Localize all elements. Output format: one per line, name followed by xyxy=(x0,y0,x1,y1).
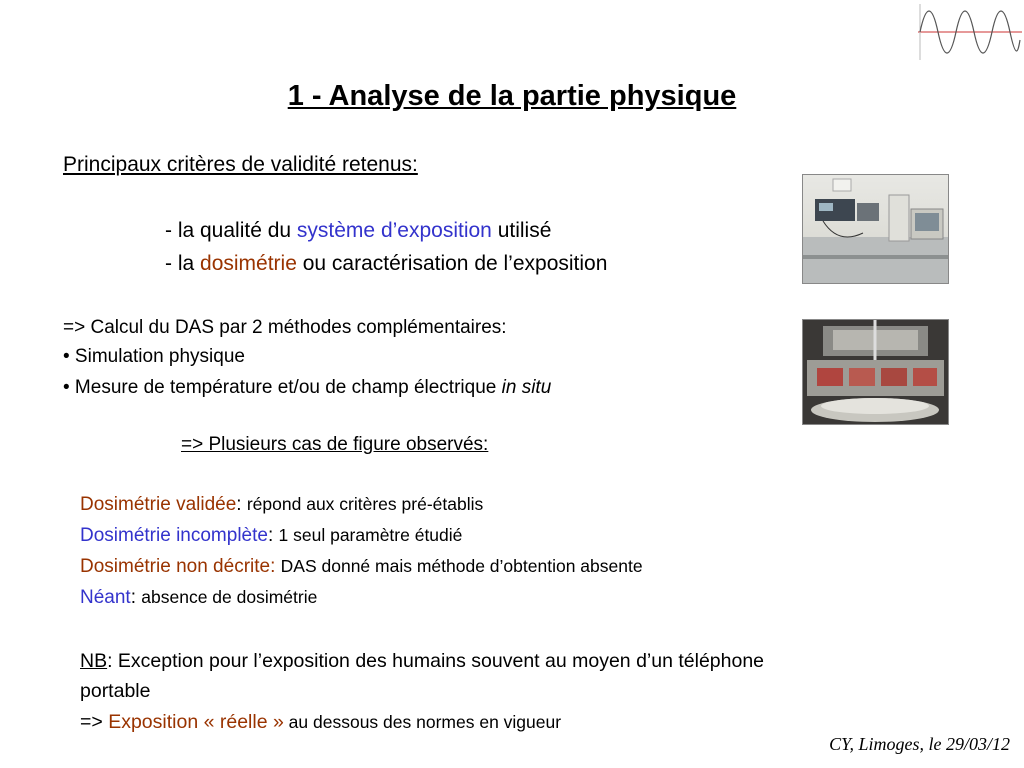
slide-title: 1 - Analyse de la partie physique xyxy=(287,80,737,112)
criteria-item-1 xyxy=(165,219,551,243)
case-item-incomplete xyxy=(80,525,462,547)
case-label: Dosimétrie non décrite: xyxy=(80,556,276,577)
footer-signature: CY, Limoges, le 29/03/12 xyxy=(829,734,1010,754)
nb-highlight: Exposition « réelle » xyxy=(108,711,284,733)
case-desc: 1 seul paramètre étudié xyxy=(278,525,463,545)
nb-label: NB xyxy=(80,650,108,672)
case-item-neant xyxy=(80,587,317,609)
case-sep: : xyxy=(130,587,142,608)
criteria-item-1-pre: - la qualité du xyxy=(165,219,297,242)
criteria-item-2-highlight: dosimétrie xyxy=(200,252,297,275)
criteria-item-2-pre: - la xyxy=(165,252,201,275)
calcul-bullet-2 xyxy=(63,377,551,399)
nb-line-3 xyxy=(80,711,561,734)
case-label: Dosimétrie incomplète xyxy=(80,525,268,546)
lab-equipment-photo xyxy=(802,174,949,284)
calcul-line: => Calcul du DAS par 2 méthodes complémentaires: xyxy=(63,317,507,338)
case-desc: DAS donné mais méthode d’obtention absente xyxy=(280,556,643,576)
nb-arrow: => xyxy=(80,711,109,733)
nb-text-1: : Exception pour l’exposition des humains souvent au moyen d’un téléphone xyxy=(107,650,765,672)
nb-post: au dessous des normes en vigueur xyxy=(283,712,562,732)
calcul-bullet-2-text: • Mesure de température et/ou de champ électrique xyxy=(63,377,502,398)
nb-line-1 xyxy=(80,650,764,673)
cases-heading: => Plusieurs cas de figure observés: xyxy=(181,434,489,455)
criteria-item-2 xyxy=(165,252,607,276)
criteria-item-1-post: utilisé xyxy=(491,219,552,242)
case-sep: : xyxy=(267,525,279,546)
sine-wave-logo xyxy=(918,0,1022,64)
case-desc: répond aux critères pré-établis xyxy=(246,494,484,514)
case-label: Dosimétrie validée xyxy=(80,494,237,515)
calcul-bullet-1: • Simulation physique xyxy=(63,346,245,367)
case-sep: : xyxy=(236,494,247,515)
case-item-validee xyxy=(80,494,483,516)
case-item-non-decrite xyxy=(80,556,643,578)
case-desc: absence de dosimétrie xyxy=(141,587,318,607)
criteria-item-1-highlight: système d’exposition xyxy=(296,219,492,242)
calcul-bullet-2-italic: in situ xyxy=(501,377,552,398)
case-label: Néant xyxy=(80,587,131,608)
criteria-item-2-post: ou caractérisation de l’exposition xyxy=(296,252,608,275)
exposure-setup-photo xyxy=(802,319,949,425)
criteria-heading: Principaux critères de validité retenus: xyxy=(63,153,418,176)
nb-line-2: portable xyxy=(80,680,151,702)
